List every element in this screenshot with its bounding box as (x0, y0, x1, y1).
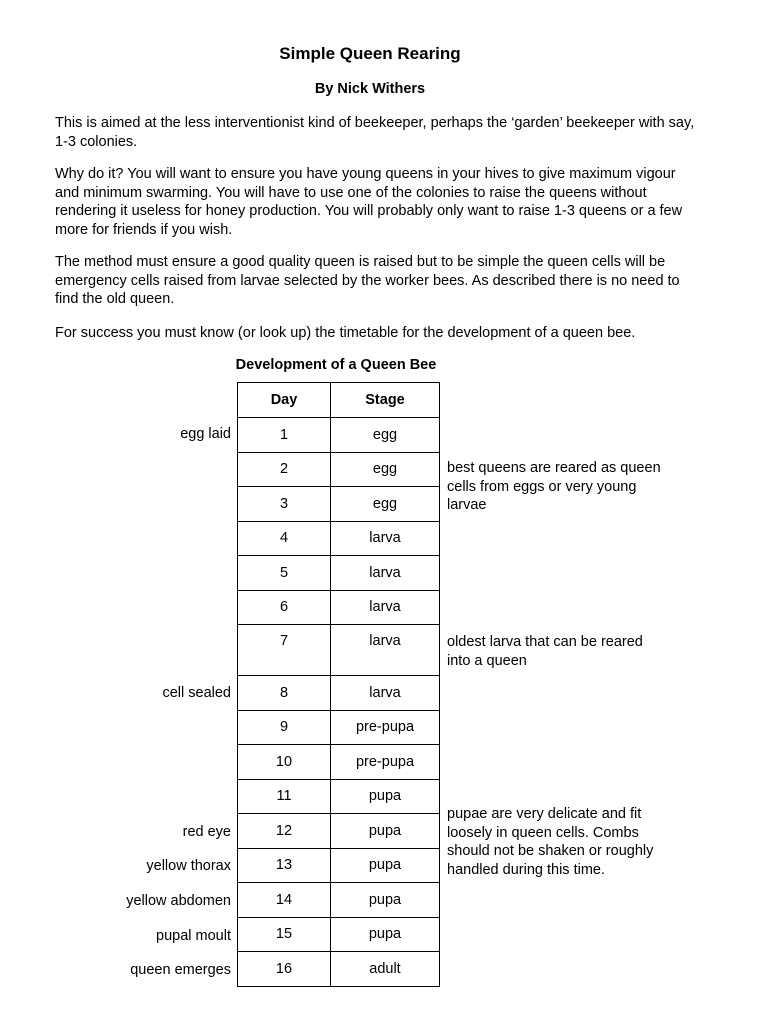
day-cell: 3 (238, 487, 331, 522)
table-row (238, 814, 440, 849)
stage-cell: egg (331, 452, 440, 487)
label-yellow-abdomen: yellow abdomen (126, 893, 231, 909)
stage-cell: larva (331, 625, 440, 676)
stage-cell: pre-pupa (331, 710, 440, 745)
timetable-paragraph: For success you must know (or look up) the timetable for the development of a queen bee. (55, 325, 636, 341)
table-row (238, 556, 440, 591)
label-queen-emerges: queen emerges (130, 962, 231, 978)
table-row (238, 418, 440, 453)
day-cell: 2 (238, 452, 331, 487)
day-cell: 13 (238, 848, 331, 883)
document-title: Simple Queen Rearing (279, 44, 461, 63)
day-cell: 16 (238, 952, 331, 987)
table-title: Development of a Queen Bee (235, 357, 437, 373)
stage-cell: egg (331, 418, 440, 453)
author-byline: By Nick Withers (314, 81, 426, 97)
day-cell: 4 (238, 521, 331, 556)
day-cell: 8 (238, 676, 331, 711)
table-row (238, 521, 440, 556)
day-cell: 12 (238, 814, 331, 849)
note-pupae-delicate: pupae are very delicate and fit loosely in queen cells. Combs should not be shaken or roughly handled during this time. (447, 806, 654, 878)
table-row (238, 917, 440, 952)
stage-cell: adult (331, 952, 440, 987)
intro-paragraph: This is aimed at the less interventionist kind of beekeeper, perhaps the ‘garden’ beekeeper with say, 1-3 colonies. (55, 115, 695, 150)
label-yellow-thorax: yellow thorax (146, 858, 231, 874)
table-row (238, 452, 440, 487)
stage-cell: larva (331, 521, 440, 556)
header-stage: Stage (331, 383, 440, 418)
table-row (238, 710, 440, 745)
table-row (238, 952, 440, 987)
table-row (238, 848, 440, 883)
stage-cell: pupa (331, 814, 440, 849)
development-table (237, 382, 440, 987)
label-red-eye: red eye (182, 824, 231, 840)
label-egg-laid: egg laid (180, 426, 231, 442)
table-row (238, 779, 440, 814)
day-cell: 15 (238, 917, 331, 952)
day-cell: 9 (238, 710, 331, 745)
table-row (238, 676, 440, 711)
stage-cell: larva (331, 590, 440, 625)
stage-cell: larva (331, 676, 440, 711)
note-best-queens: best queens are reared as queen cells from eggs or very young larvae (447, 460, 661, 513)
stage-cell: pupa (331, 848, 440, 883)
day-cell: 10 (238, 745, 331, 780)
note-oldest-larva: oldest larva that can be reared into a queen (447, 634, 643, 669)
stage-cell: egg (331, 487, 440, 522)
stage-cell: pupa (331, 883, 440, 918)
stage-cell: larva (331, 556, 440, 591)
day-cell: 7 (238, 625, 331, 676)
header-day: Day (238, 383, 331, 418)
method-paragraph: The method must ensure a good quality queen is raised but to be simple the queen cells will be emergency cells raised from larvae selected by the worker bees. As described there is no need to find the old queen. (55, 254, 680, 307)
day-cell: 1 (238, 418, 331, 453)
why-paragraph: Why do it? You will want to ensure you have young queens in your hives to give maximum vigour and minimum swarming. You will have to use one of the colonies to raise the queens without rendering it useless for honey production. You will probably only want to raise 1-3 queens or a few more for friends if you wish. (55, 166, 683, 238)
table-row (238, 883, 440, 918)
stage-cell: pupa (331, 779, 440, 814)
day-cell: 14 (238, 883, 331, 918)
table-row (238, 590, 440, 625)
day-cell: 6 (238, 590, 331, 625)
table-row (238, 487, 440, 522)
table-row (238, 625, 440, 676)
stage-cell: pre-pupa (331, 745, 440, 780)
label-pupal-moult: pupal moult (156, 928, 231, 944)
day-cell: 5 (238, 556, 331, 591)
day-cell: 11 (238, 779, 331, 814)
label-cell-sealed: cell sealed (162, 685, 231, 701)
stage-cell: pupa (331, 917, 440, 952)
table-row (238, 745, 440, 780)
table-header-row (238, 383, 440, 418)
